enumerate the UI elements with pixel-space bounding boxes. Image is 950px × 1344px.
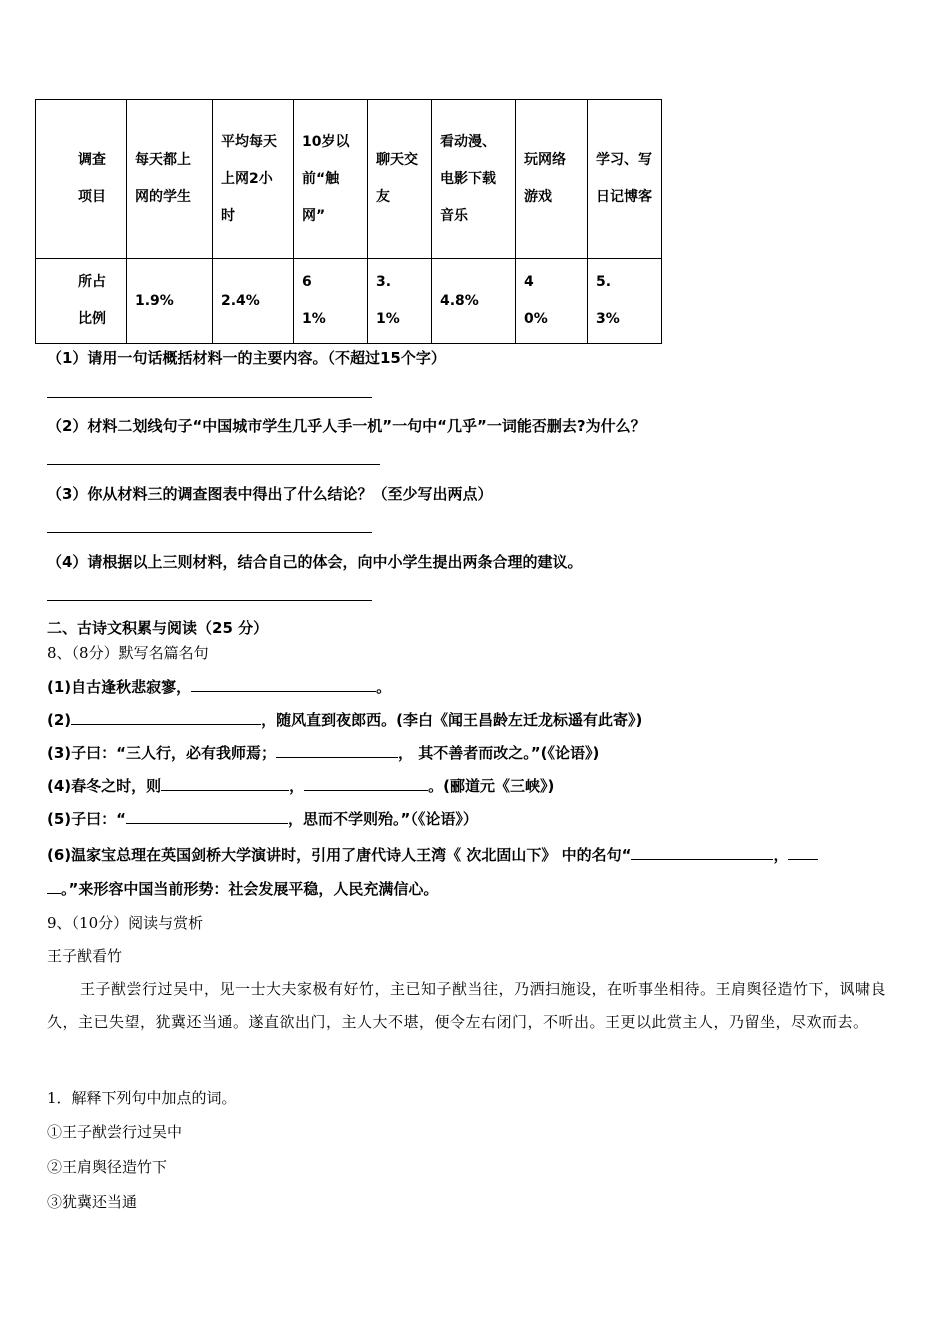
sub-question-1: 1．解释下列句中加点的词。 — [47, 1089, 237, 1107]
recite-text: ， — [289, 777, 305, 795]
recite-line-4 — [47, 775, 554, 796]
question-3: （3）你从材料三的调查图表中得出了什么结论？（至少写出两点） — [47, 485, 493, 503]
sub-item-1: ①王子猷尝行过吴中 — [47, 1123, 183, 1141]
fill-blank[interactable] — [191, 676, 376, 692]
question-1: （1）请用一句话概括材料一的主要内容。（不超过15个字） — [47, 349, 446, 367]
recite-line-1 — [47, 676, 391, 697]
recite-line-5 — [47, 808, 478, 829]
question-8-title — [47, 642, 209, 663]
question-8-number: 8、（8分）默写名篇名句 — [47, 644, 209, 662]
recite-text: 。 — [376, 678, 392, 696]
recite-line-3 — [47, 742, 599, 763]
recite-text: ， — [773, 846, 789, 864]
survey-table — [35, 99, 662, 344]
recite-text: (2) — [47, 711, 72, 729]
table-header-cell: 玩网络游戏 — [516, 100, 588, 259]
fill-blank[interactable] — [47, 878, 61, 894]
recite-text: 。(郦道元《三峡》) — [428, 777, 555, 795]
table-value-cell: 1.9% — [127, 259, 213, 344]
fill-blank[interactable] — [788, 844, 818, 860]
table-value-cell: 40% — [516, 259, 588, 344]
recite-text: ， 其不善者而改之。”(《论语》) — [398, 744, 600, 762]
fill-blank[interactable] — [126, 808, 288, 824]
passage-body: 王子猷尝行过吴中，见一士大夫家极有好竹，主已知子猷当往，乃洒扫施设，在听事坐相待。王肩舆径造竹下，讽啸良久，主已失望，犹冀还当通。遂直欲出门，主人大不堪，便令左右闭门，不听出。王更以此赏主人，乃留坐，尽欢而去。 — [47, 980, 887, 1031]
fill-blank[interactable] — [71, 709, 261, 725]
recite-text: (5)子曰：“ — [47, 810, 127, 828]
sub-item-2: ②王肩舆径造竹下 — [47, 1158, 168, 1176]
recite-text: ，随风直到夜郎西。(李白《闻王昌龄左迁龙标遥有此寄》) — [261, 711, 643, 729]
answer-line-4[interactable] — [47, 600, 372, 601]
recite-text: 。”来形容中国当前形势：社会发展平稳，人民充满信心。 — [61, 880, 439, 898]
section-2-title: 二、古诗文积累与阅读（25 分） — [47, 619, 269, 637]
question-2: （2）材料二划线句子“中国城市学生几乎人手一机”一句中“几乎”一词能否删去?为什么？ — [47, 417, 646, 435]
recite-line-6-cont — [47, 878, 438, 899]
table-header-cell: 聊天交友 — [368, 100, 432, 259]
table-header-cell: 每天都上网的学生 — [127, 100, 213, 259]
recite-text: (3)子曰：“三人行，必有我师焉； — [47, 744, 277, 762]
table-header-cell: 调查项目 — [36, 100, 127, 259]
fill-blank[interactable] — [304, 775, 428, 791]
table-header-cell: 平均每天上网2小时 — [213, 100, 294, 259]
recite-line-6 — [47, 844, 818, 865]
table-value-cell: 61% — [294, 259, 368, 344]
fill-blank[interactable] — [161, 775, 289, 791]
question-4: （4）请根据以上三则材料，结合自己的体会，向中小学生提出两条合理的建议。 — [47, 553, 583, 571]
table-header-cell: 学习、写日记博客 — [588, 100, 662, 259]
fill-blank[interactable] — [276, 742, 398, 758]
recite-text: (6)温家宝总理在英国剑桥大学演讲时，引用了唐代诗人王湾《 次北固山下》 中的名句“ — [47, 846, 632, 864]
answer-line-3[interactable] — [47, 532, 372, 533]
sub-item-3: ③犹冀还当通 — [47, 1193, 138, 1211]
table-header-cell: 看动漫、电影下载音乐 — [432, 100, 516, 259]
table-value-cell: 2.4% — [213, 259, 294, 344]
recite-text: (1)自古逢秋悲寂寥， — [47, 678, 192, 696]
recite-text: (4)春冬之时，则 — [47, 777, 162, 795]
passage-title: 王子猷看竹 — [47, 947, 123, 965]
fill-blank[interactable] — [631, 844, 773, 860]
table-value-cell: 4.8% — [432, 259, 516, 344]
table-header-row — [36, 100, 662, 259]
table-value-cell: 5.3% — [588, 259, 662, 344]
table-value-cell: 3.1% — [368, 259, 432, 344]
answer-line-1[interactable] — [47, 397, 372, 398]
recite-text: ，思而不学则殆。”（《论语》） — [288, 810, 478, 828]
table-header-cell: 10岁以前“触网” — [294, 100, 368, 259]
question-9-title: 9、（10分）阅读与赏析 — [47, 914, 204, 932]
answer-line-2[interactable] — [47, 464, 380, 465]
table-value-cell: 所占比例 — [36, 259, 127, 344]
table-value-row — [36, 259, 662, 344]
recite-line-2 — [47, 709, 642, 730]
